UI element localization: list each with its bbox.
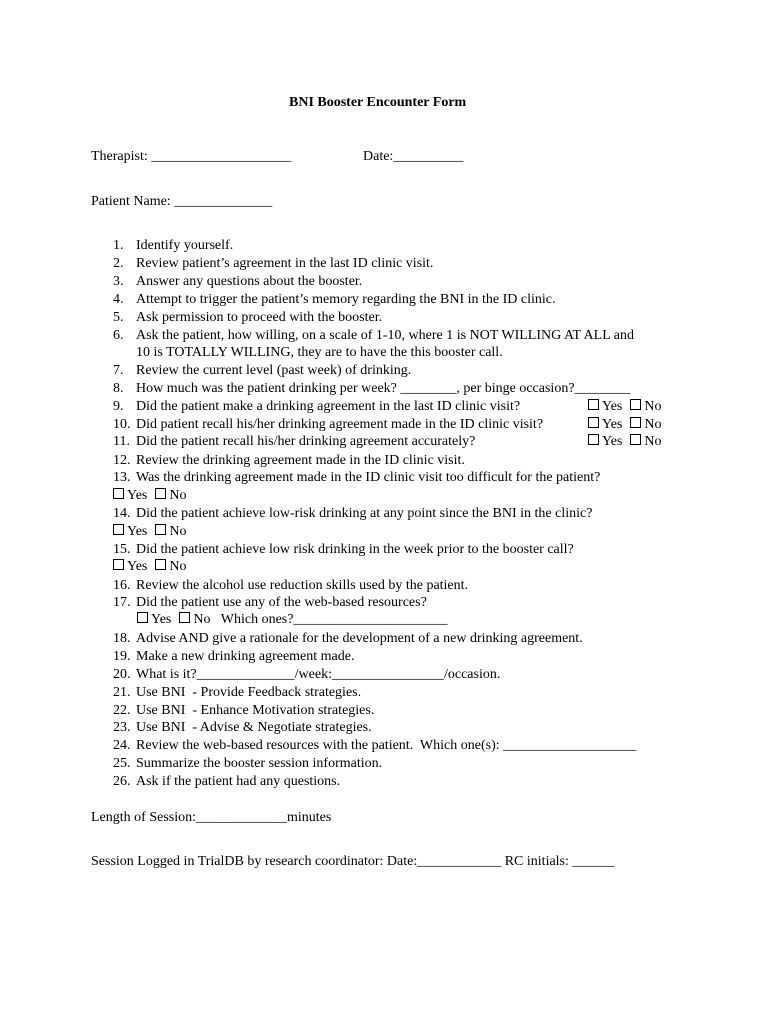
no-label: No [169, 524, 187, 539]
list-item [113, 398, 520, 416]
item-number: 11. [113, 434, 130, 449]
yes-checkbox[interactable] [588, 399, 599, 410]
item-number: 2. [113, 256, 124, 271]
item-text: Advise AND give a rationale for the development of a new drinking agreement. [136, 631, 583, 646]
list-item [113, 416, 543, 434]
no-checkbox[interactable] [630, 417, 641, 428]
item-number: 15. [113, 542, 131, 557]
item-text: Attempt to trigger the patient’s memory regarding the BNI in the ID clinic. [136, 292, 556, 307]
yes-checkbox[interactable] [113, 559, 124, 570]
item-text: Summarize the booster session information. [136, 756, 383, 771]
yes-checkbox[interactable] [137, 612, 148, 623]
item-text: Answer any questions about the booster. [136, 274, 363, 289]
list-item [113, 737, 636, 755]
list-item [113, 309, 382, 327]
item-text: Ask if the patient had any questions. [136, 774, 341, 789]
therapist-field: Therapist: ____________________ [91, 149, 292, 164]
item-text: What is it?______________/week:________________/occasion. [136, 667, 501, 682]
item-number: 16. [113, 578, 131, 593]
item-text: Did the patient achieve low-risk drinking at any point since the BNI in the clinic? [136, 506, 593, 521]
item-text: Review the alcohol use reduction skills used by the patient. [136, 578, 469, 593]
item-number: 8. [113, 381, 124, 396]
no-checkbox[interactable] [630, 399, 641, 410]
item-text: Use BNI - Advise & Negotiate strategies. [136, 720, 372, 735]
list-item [113, 505, 592, 523]
item-number: 24. [113, 738, 131, 753]
item-number: 6. [113, 328, 124, 343]
item-text: Did the patient recall his/her drinking agreement accurately? [136, 434, 476, 449]
yes-label: Yes [127, 559, 148, 574]
list-item [113, 541, 574, 559]
list-item [113, 577, 468, 595]
item-number: 7. [113, 363, 124, 378]
list-item [113, 719, 372, 737]
list-item [113, 273, 362, 291]
item-text: Review the web-based resources with the patient. Which one(s): ___________________ [136, 738, 637, 753]
item-text: Did the patient achieve low risk drinking in the week prior to the booster call? [136, 542, 574, 557]
item-number: 26. [113, 774, 131, 789]
yes-label: Yes [127, 488, 148, 503]
item-number: 20. [113, 667, 131, 682]
yes-checkbox[interactable] [113, 488, 124, 499]
yes-no-options [588, 398, 662, 416]
yes-no-which-options [137, 611, 447, 629]
list-item [113, 452, 465, 470]
item-text: Was the drinking agreement made in the ID clinic visit too difficult for the patient? [136, 470, 601, 485]
item-text: Did the patient make a drinking agreement in the last ID clinic visit? [136, 399, 521, 414]
yes-checkbox[interactable] [113, 524, 124, 535]
list-item [113, 594, 427, 612]
item-text: Did the patient use any of the web-based resources? [136, 595, 427, 610]
yes-label: Yes [602, 434, 623, 449]
item-number: 14. [113, 506, 131, 521]
item-text: Use BNI - Provide Feedback strategies. [136, 685, 362, 700]
patient-name-field: Patient Name: ______________ [91, 194, 273, 209]
yes-checkbox[interactable] [588, 434, 599, 445]
list-item [113, 327, 634, 345]
list-item [113, 666, 500, 684]
item-number: 4. [113, 292, 124, 307]
no-checkbox[interactable] [630, 434, 641, 445]
item-text: Review patient’s agreement in the last ID clinic visit. [136, 256, 434, 271]
list-item [113, 630, 583, 648]
list-item [113, 433, 475, 451]
yes-label: Yes [127, 524, 148, 539]
no-checkbox[interactable] [179, 612, 190, 623]
item-number: 9. [113, 399, 124, 414]
item-number: 12. [113, 453, 131, 468]
item-number: 10. [113, 417, 131, 432]
item-text: Use BNI - Enhance Motivation strategies. [136, 703, 375, 718]
yes-label: Yes [602, 417, 623, 432]
item-text: How much was the patient drinking per week? ________, per binge occasion?________ [136, 381, 631, 396]
list-item [113, 237, 233, 255]
no-label: No [644, 434, 662, 449]
yes-checkbox[interactable] [588, 417, 599, 428]
item-text: Review the current level (past week) of drinking. [136, 363, 412, 378]
item-text: Did patient recall his/her drinking agreement made in the ID clinic visit? [136, 417, 544, 432]
no-label: No [193, 612, 211, 627]
item-number: 13. [113, 470, 131, 485]
no-label: No [169, 488, 187, 503]
item-number: 17. [113, 595, 131, 610]
item-number: 21. [113, 685, 131, 700]
list-item [113, 255, 433, 273]
list-item [113, 648, 354, 666]
list-item [113, 362, 411, 380]
session-logged-field: Session Logged in TrialDB by research coordinator: Date:____________ RC initials: ______ [91, 854, 615, 869]
item-number: 1. [113, 238, 124, 253]
no-label: No [644, 399, 662, 414]
item-number: 18. [113, 631, 131, 646]
item-number: 23. [113, 720, 131, 735]
yes-no-options [113, 523, 187, 541]
item-text: Identify yourself. [136, 238, 234, 253]
item-text: Review the drinking agreement made in the ID clinic visit. [136, 453, 465, 468]
form-title: BNI Booster Encounter Form [289, 95, 467, 110]
list-item [113, 291, 556, 309]
item-continuation: 10 is TOTALLY WILLING, they are to have the this booster call. [136, 345, 503, 360]
item-text: Ask permission to proceed with the booster. [136, 310, 383, 325]
length-of-session-field: Length of Session:_____________minutes [91, 810, 332, 825]
date-field: Date:__________ [363, 149, 464, 164]
no-label: No [169, 559, 187, 574]
yes-label: Yes [602, 399, 623, 414]
list-item [113, 380, 631, 398]
list-item [113, 702, 374, 720]
list-item [113, 469, 600, 487]
yes-no-options [113, 558, 187, 576]
item-number: 3. [113, 274, 124, 289]
item-text: Ask the patient, how willing, on a scale of 1-10, where 1 is NOT WILLING AT ALL and [136, 328, 634, 343]
item-number: 22. [113, 703, 131, 718]
yes-no-options [113, 487, 187, 505]
no-checkbox[interactable] [155, 524, 166, 535]
item-number: 5. [113, 310, 124, 325]
which-ones-field: Which ones?______________________ [220, 612, 448, 627]
yes-label: Yes [151, 612, 172, 627]
list-item [113, 773, 340, 791]
yes-no-options [588, 416, 662, 434]
yes-no-options [588, 433, 662, 451]
no-label: No [644, 417, 662, 432]
item-text: Make a new drinking agreement made. [136, 649, 355, 664]
no-checkbox[interactable] [155, 488, 166, 499]
no-checkbox[interactable] [155, 559, 166, 570]
list-item [113, 755, 382, 773]
item-number: 19. [113, 649, 131, 664]
list-item [113, 684, 361, 702]
item-number: 25. [113, 756, 131, 771]
